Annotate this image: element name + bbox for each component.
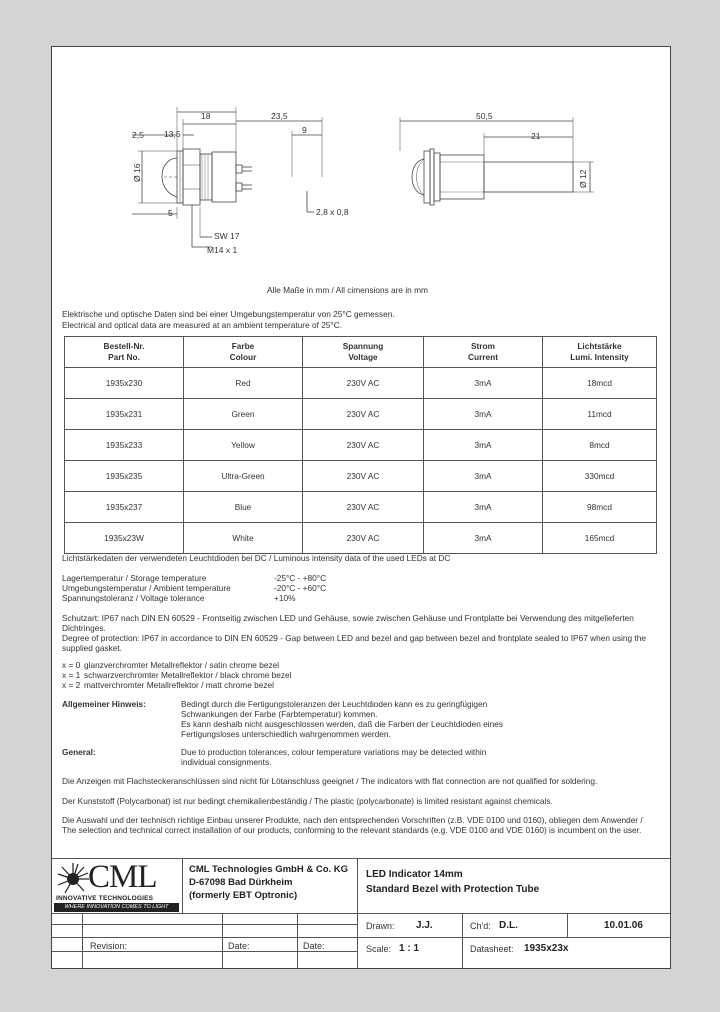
cell-intensity: 98mcd	[543, 492, 657, 523]
cell-current: 3mA	[424, 368, 543, 399]
header-intensity: Lichtstärke Lumi. Intensity	[543, 337, 657, 368]
general-line: individual consignments.	[181, 757, 272, 767]
technical-drawing	[52, 47, 670, 277]
variant-desc: glanzverchromter Metallreflektor / satin chrome bezel	[84, 660, 280, 670]
selection-note-de: Die Auswahl und der technisch richtige Einbau unserer Produkte, nach den entsprechenden Vorschriften (z.B. VDE 0100 und 0160), obliegen dem Anwender /	[62, 815, 643, 825]
table-header-row	[65, 337, 657, 368]
lumi-note: Lichtstärkedaten der verwendeten Leuchtdioden bei DC / Luminous intensity data of the used LEDs at DC	[62, 553, 451, 563]
temp-value: -25°C - +80°C	[274, 573, 327, 583]
general-label: General:	[62, 747, 96, 757]
temp-value: +10%	[274, 593, 296, 603]
cell-part-no: 1935x237	[65, 492, 184, 523]
cell-colour: White	[184, 523, 303, 554]
table-row	[65, 461, 657, 492]
company-former: (formerly EBT Optronic)	[189, 890, 298, 901]
hint-line: Schwankungen der Farbe (Farbtemperatur) kommen.	[181, 709, 378, 719]
datasheet-label: Datasheet:	[470, 944, 514, 954]
checked-label: Ch'd:	[470, 921, 491, 931]
company-name: CML Technologies GmbH & Co. KG	[189, 864, 349, 875]
revision-label: Revision:	[90, 941, 128, 951]
header-part-no: Bestell-Nr. Part No.	[65, 337, 184, 368]
cell-colour: Blue	[184, 492, 303, 523]
cell-intensity: 8mcd	[543, 430, 657, 461]
cell-voltage: 230V AC	[303, 523, 424, 554]
protection-en: Degree of protection: IP67 in accordance to DIN EN 60529 - Gap between LED and bezel and gap between bezel and frontplate sealed to IP67 when using the	[62, 633, 646, 643]
cell-current: 3mA	[424, 430, 543, 461]
dim-5: 5	[168, 208, 173, 218]
cell-voltage: 230V AC	[303, 399, 424, 430]
cell-voltage: 230V AC	[303, 368, 424, 399]
dim-50-5: 50,5	[476, 111, 493, 121]
cell-part-no: 1935x23W	[65, 523, 184, 554]
cell-colour: Green	[184, 399, 303, 430]
title-block	[52, 858, 670, 968]
cell-intensity: 330mcd	[543, 461, 657, 492]
protection-de: Schutzart: IP67 nach DIN EN 60529 - Frontseitig zwischen LED und Gehäuse, sowie zwischen Gehäuse und Frontplatte bei Verwendung des mitgelieferten	[62, 613, 634, 623]
cell-voltage: 230V AC	[303, 492, 424, 523]
protection-en-2: supplied gasket.	[62, 643, 122, 653]
logo-burst-icon	[56, 862, 90, 896]
hint-label: Allgemeiner Hinweis:	[62, 699, 146, 709]
cell-current: 3mA	[424, 523, 543, 554]
variant-key: x = 0	[62, 660, 81, 670]
dim-18: 18	[201, 111, 211, 121]
dim-13-5: 13,5	[164, 129, 181, 139]
cell-voltage: 230V AC	[303, 461, 424, 492]
logo-text: CML	[88, 859, 157, 895]
cell-part-no: 1935x235	[65, 461, 184, 492]
variant-desc: mattverchromter Metallreflektor / matt chrome bezel	[84, 680, 274, 690]
variant-key: x = 1	[62, 670, 81, 680]
temp-label: Umgebungstemperatur / Ambient temperature	[62, 583, 231, 593]
product-subtitle: Standard Bezel with Protection Tube	[366, 884, 540, 895]
cell-part-no: 1935x230	[65, 368, 184, 399]
revision-date-label: Date:	[228, 941, 250, 951]
scale-value: 1 : 1	[399, 943, 420, 954]
company-address: D-67098 Bad Dürkheim	[189, 877, 293, 888]
header-voltage: Spannung Voltage	[303, 337, 424, 368]
variant-key: x = 2	[62, 680, 81, 690]
protection-de-2: Dichtringes.	[62, 623, 106, 633]
cell-current: 3mA	[424, 399, 543, 430]
dim-dia-12: Ø 12	[578, 169, 588, 188]
table-row	[65, 399, 657, 430]
table-row	[65, 523, 657, 554]
logo-tagline: WHERE INNOVATION COMES TO LIGHT	[54, 903, 179, 912]
cell-intensity: 18mcd	[543, 368, 657, 399]
logo-subtitle: INNOVATIVE TECHNOLOGIES	[56, 895, 154, 902]
hint-line: Es kann deshalb nicht ausgeschlossen werden, daß die Farben der Leuchtdioden eines	[181, 719, 503, 729]
dim-m14: M14 x 1	[207, 245, 238, 255]
cell-intensity: 165mcd	[543, 523, 657, 554]
table-row	[65, 368, 657, 399]
dim-dia-16: Ø 16	[132, 163, 142, 182]
datasheet-value: 1935x23x	[524, 943, 569, 954]
drawing-sheet	[51, 46, 671, 969]
dimension-note: Alle Maße in mm / All cimensions are in mm	[267, 285, 428, 295]
dim-pin-size: 2,8 x 0,8	[316, 207, 349, 217]
hint-line: Bedingt durch die Fertigungstoleranzen der Leuchtdioden kann es zu geringfügigen	[181, 699, 488, 709]
cell-current: 3mA	[424, 492, 543, 523]
spec-table	[64, 336, 657, 554]
checked-value: D.L.	[499, 920, 518, 931]
temp-value: -20°C - +60°C	[274, 583, 327, 593]
cell-current: 3mA	[424, 461, 543, 492]
general-line: Due to production tolerances, colour temperature variations may be detected within	[181, 747, 487, 757]
scale-label: Scale:	[366, 944, 392, 954]
date-value: 10.01.06	[604, 920, 643, 931]
drawn-value: J.J.	[416, 920, 433, 931]
measurement-note-en: Electrical and optical data are measured at an ambient temperature of 25°C.	[62, 320, 343, 330]
variant-desc: schwarzverchromter Metallreflektor / black chrome bezel	[84, 670, 292, 680]
cell-part-no: 1935x233	[65, 430, 184, 461]
plastic-note: Der Kunststoff (Polycarbonat) ist nur bedingt chemikalienbeständig / The plastic (polycarbonate) is limited resistant against chemicals.	[62, 796, 553, 806]
header-current: Strom Current	[424, 337, 543, 368]
cell-part-no: 1935x231	[65, 399, 184, 430]
cell-colour: Red	[184, 368, 303, 399]
measurement-note-de: Elektrische und optische Daten sind bei einer Umgebungstemperatur von 25°C gemessen.	[62, 309, 395, 319]
dim-sw17: SW 17	[214, 231, 240, 241]
cell-voltage: 230V AC	[303, 430, 424, 461]
dim-21: 21	[531, 131, 541, 141]
date-label: Date:	[303, 941, 325, 951]
header-colour: Farbe Colour	[184, 337, 303, 368]
product-title: LED Indicator 14mm	[366, 869, 463, 880]
drawn-label: Drawn:	[366, 921, 395, 931]
temp-label: Spannungstoleranz / Voltage tolerance	[62, 593, 205, 603]
flat-plug-note: Die Anzeigen mit Flachsteckeranschlüssen sind nicht für Lötanschluss geeignet / The indicators with flat connection are not qualified for soldering.	[62, 776, 598, 786]
dim-9: 9	[302, 125, 307, 135]
cell-intensity: 11mcd	[543, 399, 657, 430]
dim-2-5: 2,5	[132, 130, 144, 140]
table-row	[65, 430, 657, 461]
table-row	[65, 492, 657, 523]
dim-23-5: 23,5	[271, 111, 288, 121]
cell-colour: Ultra-Green	[184, 461, 303, 492]
hint-line: Fertigungsloses unterschiedlich wahrgenommen werden.	[181, 729, 391, 739]
temp-label: Lagertemperatur / Storage temperature	[62, 573, 207, 583]
selection-note-en: The selection and technical correct installation of our products, conforming to the relevant standards (e.g. VDE 0100 and VDE 0160) is incumbent on the user.	[62, 825, 642, 835]
cell-colour: Yellow	[184, 430, 303, 461]
